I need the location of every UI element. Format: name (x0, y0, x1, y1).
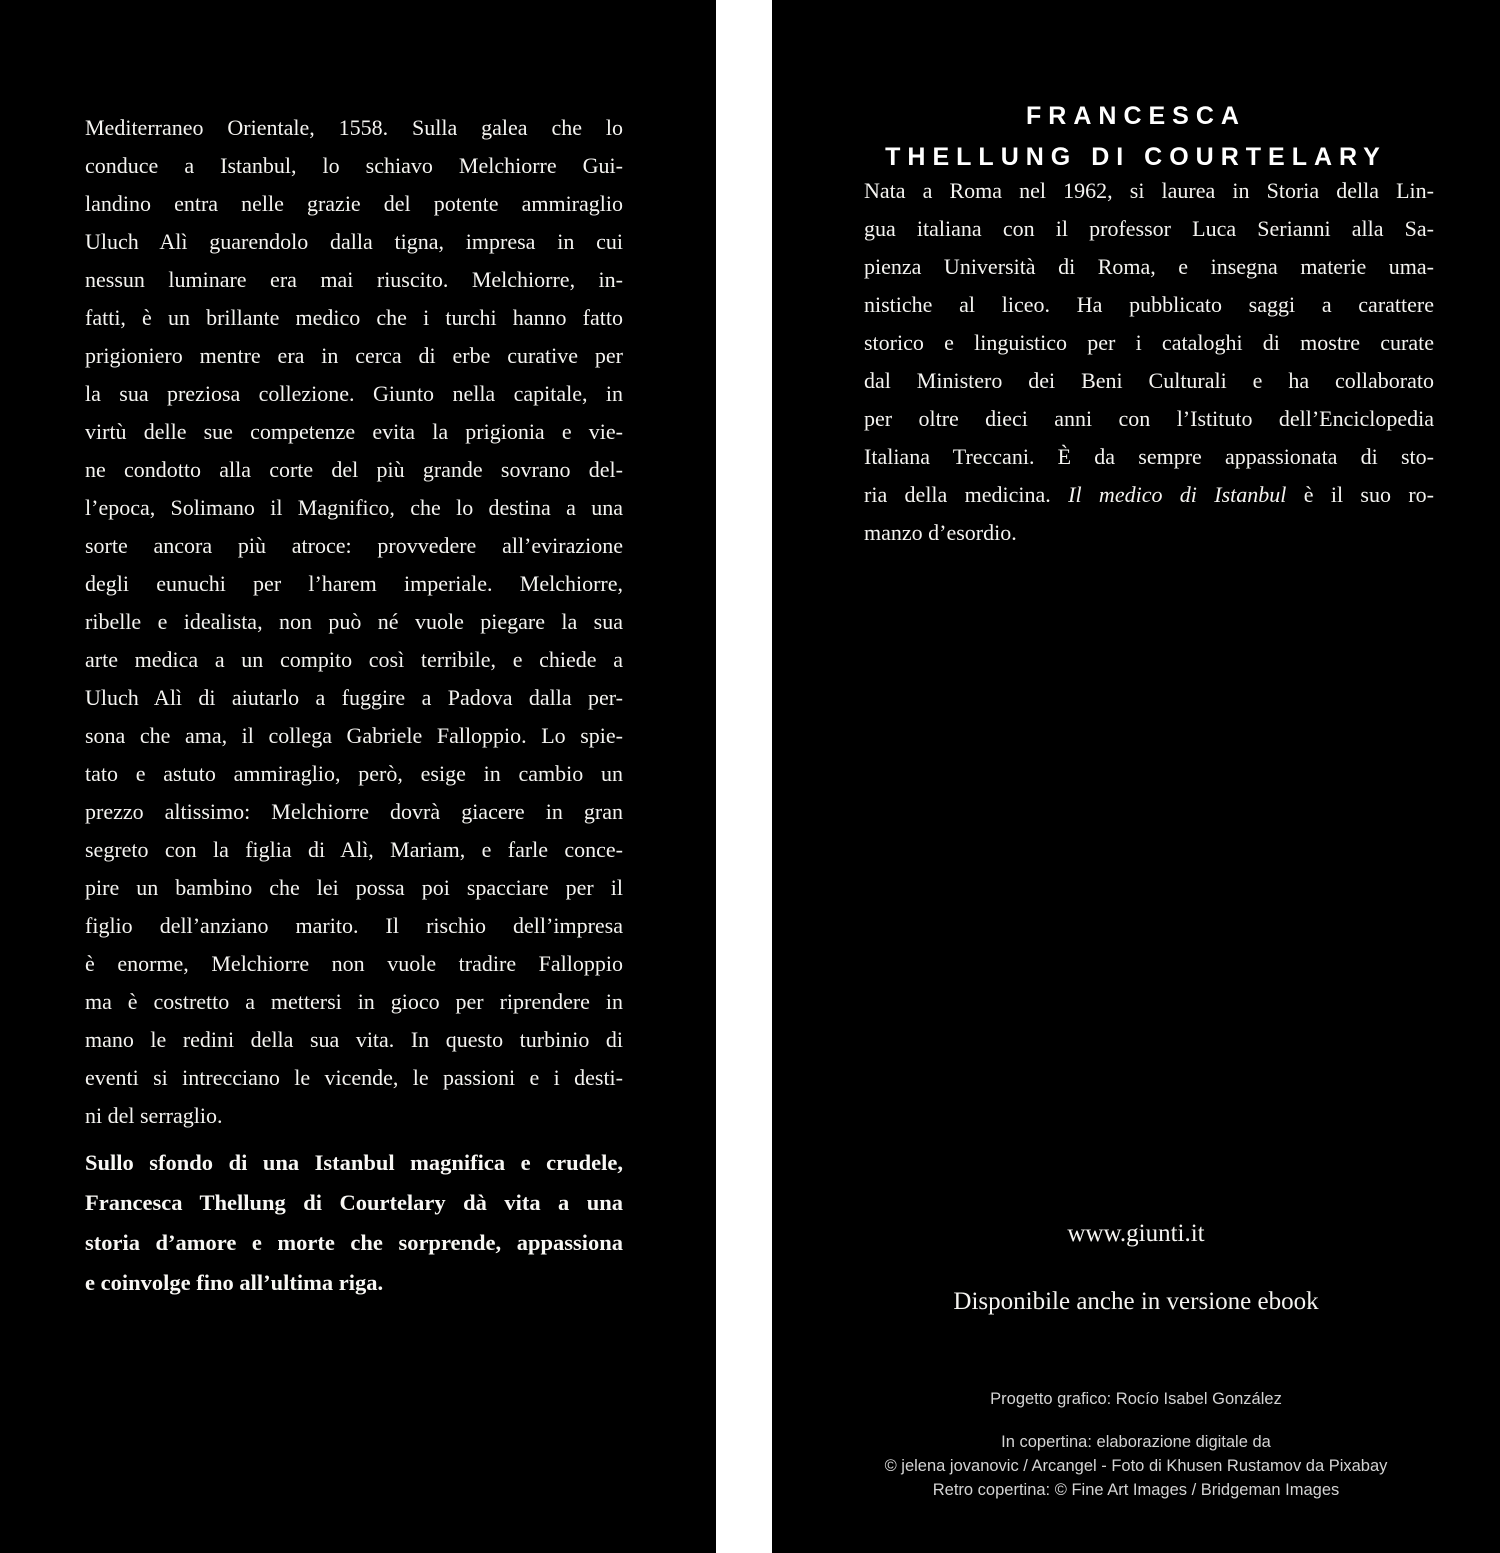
text-line: prezzo altissimo: Melchiorre dovrà giacere in gran (85, 799, 623, 824)
back-cover-credit: Retro copertina: © Fine Art Images / Bridgeman Images (932, 1481, 1340, 1499)
text-line: conduce a Istanbul, lo schiavo Melchiorre Gui- (85, 153, 623, 178)
design-credit: Progetto grafico: Rocío Isabel González (990, 1390, 1282, 1408)
text-line: Sullo sfondo di una Istanbul magnifica e crudele, (85, 1150, 623, 1175)
bio-last-line: manzo d’esordio. (864, 520, 1017, 545)
bio-italic-line (864, 476, 1434, 514)
text-line: Uluch Alì di aiutarlo a fuggire a Padova dalla per- (85, 685, 623, 710)
text-line: l’epoca, Solimano il Magnifico, che lo destina a una (85, 495, 623, 520)
text-line: ma è costretto a mettersi in gioco per riprendere in (85, 989, 623, 1014)
text-line: ne condotto alla corte del più grande sovrano del- (85, 457, 623, 482)
text-line: Nata a Roma nel 1962, si laurea in Storia della Lin- (864, 178, 1434, 203)
text-line: Mediterraneo Orientale, 1558. Sulla galea che lo (85, 115, 623, 140)
text-line: dal Ministero dei Beni Culturali e ha collaborato (864, 368, 1434, 393)
text-line: storia d’amore e morte che sorprende, appassiona (85, 1230, 623, 1255)
book-title: Il medico di Istanbul (1068, 482, 1287, 507)
cover-credit-intro: In copertina: elaborazione digitale da (1001, 1433, 1271, 1451)
text-line: ni del serraglio. (85, 1103, 223, 1128)
text-line: prigioniero mentre era in cerca di erbe curative per (85, 343, 623, 368)
text-line: per oltre dieci anni con l’Istituto dell’Enciclopedia (864, 406, 1434, 431)
bio-lines (864, 172, 1434, 476)
text-line: Italiana Treccani. È da sempre appassionata di sto- (864, 444, 1434, 469)
text-line: segreto con la figlia di Alì, Mariam, e farle conce- (85, 837, 623, 862)
text-line: storico e linguistico per i cataloghi di mostre curate (864, 330, 1434, 355)
text-line: Francesca Thellung di Courtelary dà vita a una (85, 1190, 623, 1215)
bio-italic-post: è il suo ro- (1286, 482, 1434, 507)
back-cover-panel (0, 0, 716, 1553)
text-line: gua italiana con il professor Luca Serianni alla Sa- (864, 216, 1434, 241)
text-line: degli eunuchi per l’harem imperiale. Melchiorre, (85, 571, 623, 596)
text-line: e coinvolge fino all’ultima riga. (85, 1270, 384, 1295)
text-line: la sua preziosa collezione. Giunto nella capitale, in (85, 381, 623, 406)
text-line: virtù delle sue competenze evita la prigionia e vie- (85, 419, 623, 444)
author-name (772, 96, 1500, 178)
author-bio (864, 172, 1434, 552)
credits (772, 1387, 1500, 1502)
text-line: pienza Università di Roma, e insegna materie uma- (864, 254, 1434, 279)
text-line: eventi si intrecciano le vicende, le passioni e i desti- (85, 1065, 623, 1090)
text-line: sorte ancora più atroce: provvedere all’evirazione (85, 533, 623, 558)
text-line: landino entra nelle grazie del potente ammiraglio (85, 191, 623, 216)
text-line: arte medica a un compito così terribile, e chiede a (85, 647, 623, 672)
ebook-availability: Disponibile anche in versione ebook (953, 1288, 1319, 1315)
text-line: è enorme, Melchiorre non vuole tradire Falloppio (85, 951, 623, 976)
text-line: tato e astuto ammiraglio, però, esige in cambio un (85, 761, 623, 786)
website-url: www.giunti.it (1067, 1220, 1205, 1247)
cover-credits (772, 1430, 1500, 1502)
panel-divider (716, 0, 772, 1553)
inside-flap-panel (772, 0, 1500, 1553)
author-name-line2: THELLUNG DI COURTELARY (885, 143, 1387, 171)
text-line: Uluch Alì guarendolo dalla tigna, impresa in cui (85, 229, 623, 254)
text-line: nistiche al liceo. Ha pubblicato saggi a carattere (864, 292, 1434, 317)
bio-italic-pre: ria della medicina. (864, 482, 1069, 507)
text-line: sona che ama, il collega Gabriele Falloppio. Lo spie- (85, 723, 623, 748)
text-line: pire un bambino che lei possa poi spacciare per il (85, 875, 623, 900)
synopsis-text (85, 109, 623, 1135)
cover-credit-source: © jelena jovanovic / Arcangel - Foto di Khusen Rustamov da Pixabay (884, 1457, 1388, 1475)
text-line: nessun luminare era mai riuscito. Melchiorre, in- (85, 267, 623, 292)
text-line: fatti, è un brillante medico che i turchi hanno fatto (85, 305, 623, 330)
synopsis-highlight (85, 1143, 623, 1303)
text-line: mano le redini della sua vita. In questo turbinio di (85, 1027, 623, 1052)
author-name-line1: FRANCESCA (1026, 102, 1246, 130)
text-line: ribelle e idealista, non può né vuole piegare la sua (85, 609, 623, 634)
text-line: figlio dell’anziano marito. Il rischio dell’impresa (85, 913, 623, 938)
